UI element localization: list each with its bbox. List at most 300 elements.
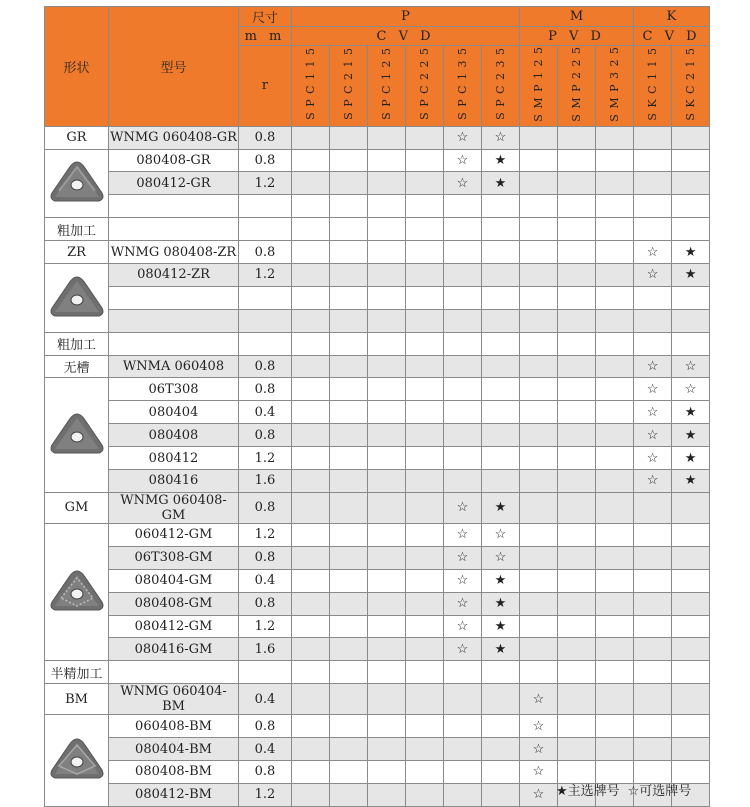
grade-mark [520,424,558,447]
model-cell: 080416-GM [109,638,239,661]
grade-mark [330,684,368,715]
grade-mark [406,149,444,172]
grade-mark [558,715,596,738]
grade-mark [558,684,596,715]
grade-mark [406,332,444,355]
grade-mark [368,715,406,738]
grade-mark [482,241,520,264]
radius-cell: 0.8 [239,715,292,738]
grade-mark [672,492,710,523]
radius-cell: 0.8 [239,126,292,149]
grade-mark [330,523,368,546]
grade-mark [406,286,444,309]
grade-mark [482,332,520,355]
grade-header: S P C 2 3 5 [494,47,507,121]
grade-mark [368,195,406,218]
grade-mark: ☆ [520,715,558,738]
grade-mark [330,401,368,424]
shape-cell: 半精加工 [45,661,109,684]
legend-optional: ☆可选牌号 [627,784,692,799]
grade-mark [368,401,406,424]
grade-mark [558,592,596,615]
grade-mark [634,172,672,195]
grade-mark: ☆ [520,738,558,761]
grade-mark [520,309,558,332]
grade-mark [330,309,368,332]
grade-mark: ☆ [482,546,520,569]
header-radius: r [239,46,292,127]
grade-mark [596,447,634,470]
radius-cell [239,661,292,684]
grade-mark [368,638,406,661]
grade-mark [292,569,330,592]
grade-mark [292,195,330,218]
grade-mark [596,592,634,615]
grade-mark [482,424,520,447]
grade-mark [520,401,558,424]
model-cell: WNMG 080408-ZR [109,241,239,264]
grade-mark [482,715,520,738]
grade-mark [672,218,710,241]
grade-mark [558,523,596,546]
radius-cell: 1.2 [239,447,292,470]
grade-mark [292,661,330,684]
header-group-m: M [520,7,634,27]
grade-mark [330,218,368,241]
grade-mark [596,615,634,638]
table-row [45,172,710,195]
radius-cell: 1.2 [239,172,292,195]
grade-mark [634,638,672,661]
grade-mark [330,355,368,378]
grade-mark [330,592,368,615]
grade-mark [292,492,330,523]
grade-mark [596,546,634,569]
insert-image [45,715,109,807]
model-cell [109,309,239,332]
grade-mark [558,332,596,355]
grade-mark [292,760,330,783]
grade-mark [634,592,672,615]
grade-mark: ☆ [444,569,482,592]
grade-mark [292,264,330,287]
grade-mark [406,492,444,523]
grade-mark [368,355,406,378]
grade-mark [406,378,444,401]
grade-mark: ★ [672,264,710,287]
table-row [45,241,710,264]
table-row [45,569,710,592]
grade-mark [520,546,558,569]
grade-mark: ☆ [444,492,482,523]
radius-cell: 0.8 [239,241,292,264]
grade-mark [444,378,482,401]
grade-mark [406,661,444,684]
grade-mark: ★ [672,424,710,447]
radius-cell [239,309,292,332]
grade-mark [406,401,444,424]
grade-mark [634,332,672,355]
grade-mark [558,546,596,569]
grade-mark [292,684,330,715]
grade-mark [292,638,330,661]
grade-mark [596,715,634,738]
radius-cell: 1.2 [239,523,292,546]
grade-mark [596,492,634,523]
grade-mark [634,738,672,761]
legend [548,780,691,799]
grade-mark [406,470,444,493]
grade-mark [406,638,444,661]
grade-mark [444,738,482,761]
grade-mark [672,738,710,761]
header-size: 尺寸 [239,7,292,27]
grade-header: S P C 1 1 5 [304,47,317,121]
grade-mark [368,286,406,309]
grade-mark [444,218,482,241]
grade-mark [558,424,596,447]
grade-mark [672,615,710,638]
grade-mark [596,309,634,332]
table-row [45,738,710,761]
grade-mark [596,378,634,401]
grade-mark [406,760,444,783]
model-cell: 080404 [109,401,239,424]
insert-image [45,378,109,492]
insert-image [45,264,109,333]
model-cell: 080412-GR [109,172,239,195]
radius-cell: 0.8 [239,492,292,523]
grade-header: S P C 1 3 5 [456,47,469,121]
grade-mark [444,195,482,218]
grade-mark [634,546,672,569]
grade-mark [444,309,482,332]
grade-mark [406,172,444,195]
grade-mark [330,470,368,493]
header-sub-p: C V D [292,27,520,46]
grade-mark [292,332,330,355]
grade-mark [672,126,710,149]
grade-mark: ★ [672,401,710,424]
model-cell: 06T308 [109,378,239,401]
grade-mark [558,149,596,172]
grade-mark [672,286,710,309]
grade-mark [292,126,330,149]
model-cell: WNMG 060404-BM [109,684,239,715]
grade-mark [292,378,330,401]
grade-mark [634,523,672,546]
grade-mark [634,684,672,715]
grade-mark [596,569,634,592]
radius-cell: 1.2 [239,783,292,806]
table-row [45,149,710,172]
grade-mark [520,126,558,149]
grade-mark [520,264,558,287]
grade-mark [368,172,406,195]
radius-cell: 0.8 [239,149,292,172]
grade-mark [406,309,444,332]
table-row [45,401,710,424]
grade-mark [330,195,368,218]
grade-mark [330,569,368,592]
header-group-k: K [634,7,710,27]
grade-mark [330,447,368,470]
grade-mark: ☆ [444,126,482,149]
grade-mark [558,401,596,424]
grade-mark: ☆ [444,546,482,569]
grade-mark [634,126,672,149]
grade-mark [292,241,330,264]
shape-cell: 无槽 [45,355,109,378]
model-cell: 060408-BM [109,715,239,738]
model-cell: 080408 [109,424,239,447]
grade-mark: ☆ [672,355,710,378]
grade-mark [406,523,444,546]
grade-mark [520,447,558,470]
grade-mark: ☆ [444,149,482,172]
grade-mark: ☆ [634,378,672,401]
grade-mark [520,492,558,523]
table-row [45,195,710,218]
table-row [45,286,710,309]
radius-cell: 0.8 [239,546,292,569]
grade-mark [596,241,634,264]
grade-mark [292,783,330,806]
grade-mark [444,332,482,355]
grade-mark [634,286,672,309]
grade-mark [292,615,330,638]
grade-mark: ☆ [634,355,672,378]
insert-image [45,149,109,218]
grade-mark [596,195,634,218]
table-row [45,523,710,546]
grade-mark [672,546,710,569]
grade-mark [292,470,330,493]
header-sub-k: C V D [634,27,710,46]
grade-mark: ★ [672,470,710,493]
grade-mark [672,569,710,592]
grade-mark [672,523,710,546]
grade-mark [596,149,634,172]
grade-mark: ☆ [444,172,482,195]
table-row [45,661,710,684]
grade-mark [406,592,444,615]
grade-mark: ★ [672,241,710,264]
header-shape: 形状 [45,7,109,127]
grade-mark [368,523,406,546]
grade-mark [596,661,634,684]
table-row [45,615,710,638]
grade-mark [368,424,406,447]
grade-mark [292,218,330,241]
grade-mark: ☆ [634,241,672,264]
grade-mark: ☆ [444,523,482,546]
grade-mark [292,523,330,546]
shape-cell: GR [45,126,109,149]
radius-cell: 1.2 [239,615,292,638]
grade-mark [634,218,672,241]
grade-mark [558,241,596,264]
table-row [45,332,710,355]
grade-mark [596,218,634,241]
grade-mark: ★ [482,592,520,615]
grade-mark [596,264,634,287]
table-row [45,470,710,493]
grade-mark [292,286,330,309]
radius-cell [239,218,292,241]
shape-cell: BM [45,684,109,715]
model-cell: 080412-BM [109,783,239,806]
grade-mark [292,309,330,332]
grade-mark [444,715,482,738]
grade-mark [330,738,368,761]
grade-mark [558,569,596,592]
grade-mark: ☆ [444,592,482,615]
table-row [45,592,710,615]
grade-table [44,6,710,807]
grade-mark [330,126,368,149]
grade-mark [368,447,406,470]
grade-mark [672,592,710,615]
shape-cell: ZR [45,241,109,264]
model-cell: 080408-GR [109,149,239,172]
grade-mark [444,355,482,378]
grade-mark [672,684,710,715]
grade-mark [596,424,634,447]
radius-cell: 0.8 [239,760,292,783]
grade-mark [558,470,596,493]
model-cell [109,195,239,218]
grade-mark [330,424,368,447]
grade-mark: ☆ [444,638,482,661]
insert-icon [47,411,107,459]
grade-mark: ☆ [482,126,520,149]
grade-mark [330,332,368,355]
grade-mark [330,241,368,264]
radius-cell: 0.8 [239,355,292,378]
grade-mark [634,149,672,172]
grade-mark [368,738,406,761]
grade-header: S M P 2 2 5 [570,46,583,122]
model-cell: 080412-GM [109,615,239,638]
grade-mark [482,661,520,684]
radius-cell: 1.6 [239,470,292,493]
grade-mark [330,378,368,401]
grade-mark [368,615,406,638]
grade-mark [406,569,444,592]
grade-mark [482,195,520,218]
grade-mark: ☆ [672,378,710,401]
grade-mark [672,715,710,738]
grade-mark [482,286,520,309]
grade-mark [520,569,558,592]
grade-mark [558,615,596,638]
radius-cell [239,332,292,355]
grade-mark [520,286,558,309]
grade-mark [596,638,634,661]
table-row [45,684,710,715]
grade-mark [596,126,634,149]
grade-mark: ★ [672,447,710,470]
table-row [45,715,710,738]
grade-mark [330,760,368,783]
grade-header: S P C 1 2 5 [380,47,393,121]
grade-mark [520,615,558,638]
radius-cell: 0.8 [239,592,292,615]
grade-mark [634,492,672,523]
grade-mark [596,332,634,355]
grade-mark [482,684,520,715]
grade-mark [444,241,482,264]
grade-mark [672,661,710,684]
grade-mark [368,592,406,615]
grade-mark [520,241,558,264]
grade-header: S M P 1 2 5 [532,46,545,122]
grade-mark [672,149,710,172]
grade-mark [368,661,406,684]
grade-mark [406,126,444,149]
grade-mark [558,661,596,684]
radius-cell: 1.2 [239,264,292,287]
grade-mark [368,760,406,783]
grade-mark [482,218,520,241]
grade-mark [672,638,710,661]
grade-mark: ☆ [634,424,672,447]
grade-mark: ☆ [520,783,558,806]
grade-mark: ☆ [482,523,520,546]
grade-mark [558,195,596,218]
grade-mark [406,241,444,264]
table-row [45,447,710,470]
grade-mark [596,355,634,378]
model-cell [109,661,239,684]
grade-mark [672,309,710,332]
grade-mark [330,546,368,569]
insert-icon [47,274,107,322]
grade-mark [368,470,406,493]
grade-mark [444,401,482,424]
grade-mark [368,126,406,149]
table-row [45,264,710,287]
grade-mark: ★ [482,172,520,195]
radius-cell: 0.8 [239,378,292,401]
grade-mark [444,684,482,715]
grade-mark [482,760,520,783]
grade-mark [406,684,444,715]
grade-mark [596,470,634,493]
grade-mark: ☆ [444,615,482,638]
grade-mark [406,355,444,378]
model-cell: WNMG 060408-GR [109,126,239,149]
model-cell: 080408-BM [109,760,239,783]
grade-mark [406,715,444,738]
grade-header: S M P 3 2 5 [608,46,621,122]
grade-mark: ☆ [634,264,672,287]
grade-mark [596,401,634,424]
grade-mark [292,172,330,195]
header-group-p: P [292,7,520,27]
table-row [45,309,710,332]
shape-cell: 粗加工 [45,218,109,241]
table-row [45,355,710,378]
grade-mark [482,447,520,470]
grade-mark [558,126,596,149]
grade-mark [406,738,444,761]
grade-mark [444,264,482,287]
grade-mark [292,149,330,172]
grade-mark [520,661,558,684]
grade-mark [368,569,406,592]
